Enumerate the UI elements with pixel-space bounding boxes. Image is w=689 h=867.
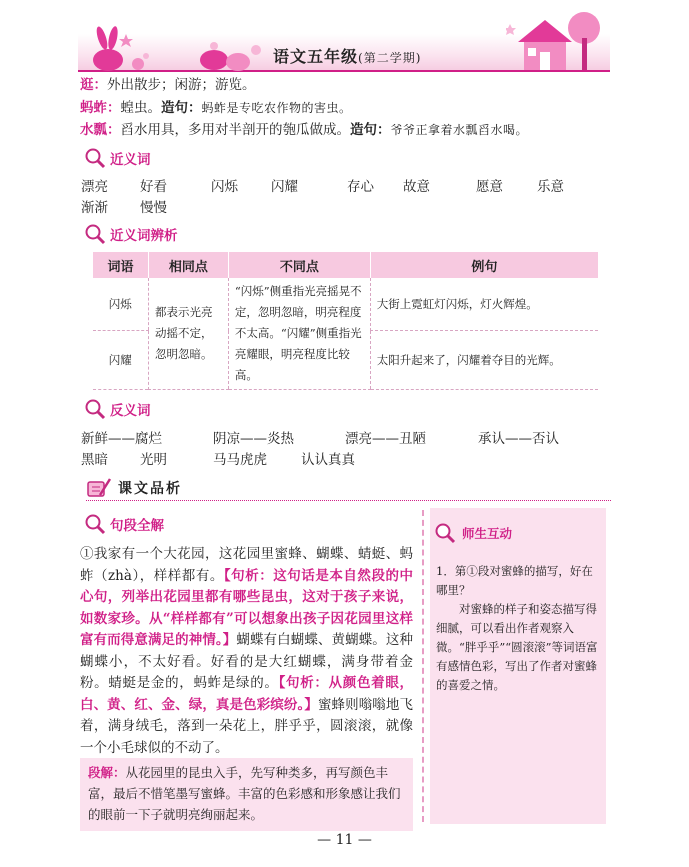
table-cell-word: 闪烁 — [93, 278, 149, 331]
synonym-word: 故意 — [403, 179, 430, 195]
magnifier-icon — [84, 513, 106, 535]
interaction-text — [436, 562, 602, 695]
page-number: — 11 — — [317, 832, 372, 848]
table-header-row — [93, 252, 599, 278]
synonym-word: 闪烁 — [211, 179, 238, 195]
paragraph-text: ①我家有一个大花园，这花园里蜜蜂、蝴蝶、蜻蜓、蚂蚱（zhà），样样都有。 — [80, 546, 413, 584]
table-cell-word: 闪耀 — [93, 331, 149, 390]
analysis-heading — [84, 222, 178, 246]
section-label: 师生互动 — [462, 526, 513, 541]
zaoju-label: 造句： — [350, 122, 391, 138]
book-pen-icon — [86, 477, 112, 499]
column-header: 不同点 — [228, 252, 370, 278]
vocab-meaning: 蝗虫。 — [120, 100, 161, 116]
vocab-meaning: 舀水用具，多用对半剖开的匏瓜做成。 — [120, 122, 350, 138]
kwpf-label: 课文品析 — [118, 481, 182, 497]
vocab-line — [80, 75, 256, 95]
zaoju-sentence: 蚂蚱是专吃农作物的害虫。 — [201, 101, 352, 115]
magnifier-icon — [84, 223, 106, 245]
vocab-line — [80, 120, 528, 140]
synonyms-heading — [84, 146, 151, 170]
column-divider — [422, 510, 424, 822]
zaoju-label: 造句： — [161, 100, 202, 116]
magnifier-icon — [84, 147, 106, 169]
vocab-term: 蚂蚱： — [80, 100, 121, 116]
vocab-meaning: 外出散步；闲游；游览。 — [107, 77, 256, 93]
table-cell-diff: “闪烁”侧重指光亮摇晃不定，忽明忽暗，明亮程度不太高。“闪耀”侧重指光亮耀眼，明亮程度比较高。 — [228, 278, 370, 390]
summary-label: 段解： — [88, 765, 126, 780]
section-label: 近义词辨析 — [110, 228, 178, 244]
jdqj-heading — [84, 512, 164, 536]
synonym-word: 好看 — [140, 179, 167, 195]
antonym-word: 马马虎虎 — [213, 452, 267, 468]
column-header: 词语 — [93, 252, 149, 278]
flower-decoration-icon — [196, 38, 266, 74]
antonym-pair: 新鲜——腐烂 — [81, 431, 162, 447]
magnifier-icon — [434, 522, 456, 544]
interaction-box — [430, 508, 606, 824]
vocab-term: 水瓢： — [80, 122, 121, 138]
synonym-word: 乐意 — [537, 179, 564, 195]
synonym-word: 闪耀 — [271, 179, 298, 195]
header-title — [273, 44, 421, 67]
synonym-word: 愿意 — [476, 179, 503, 195]
antonym-pair: 承认——否认 — [478, 431, 559, 447]
interaction-answer: 对蜜蜂的样子和姿态描写得细腻，可以看出作者观察入微。“胖乎乎”“圆滚滚”等词语富有感情色彩，写出了作者对蜜蜂的喜爱之情。 — [436, 602, 598, 692]
antonym-pair: 阴凉——炎热 — [213, 431, 294, 447]
zaoju-sentence: 爷爷正拿着水瓢舀水喝。 — [390, 123, 529, 137]
table-cell-same: 都表示光亮动摇不定，忽明忽暗。 — [148, 278, 228, 390]
sentence-analysis: 【句析：从颜色着眼，白、黄、红、金、绿，真是色彩缤纷。】 — [80, 675, 414, 713]
vocab-line — [80, 98, 352, 118]
paragraph-summary — [80, 758, 413, 831]
text-paragraph — [80, 544, 413, 759]
page-header — [78, 10, 610, 74]
antonym-word: 黑暗 — [81, 452, 108, 468]
paragraph-text: 蝴蝶有白蝴蝶、黄蝴蝶。这种蝴蝶小，不太好看。好看的是大红蝴蝶，满身带着金粉。蜻蜓是金的，蚂蚱是绿的。 — [80, 632, 413, 691]
header-title-text: 语文五年级 — [273, 47, 359, 66]
synonym-analysis-table — [92, 252, 598, 390]
paragraph-text: 蜜蜂则嗡嗡地飞着，满身绒毛，落到一朵花上，胖乎乎，圆滚滚，就像一个小毛球似的不动了。 — [80, 696, 413, 756]
divider — [86, 500, 611, 501]
house-decoration-icon — [506, 10, 610, 72]
interaction-heading — [434, 522, 512, 544]
sentence-analysis: 【句析：这句话是本自然段的中心句，列举出花园里都有哪些昆虫，这对于孩子来说，如数家珍。从“样样都有”可以想象出孩子因花园里这样富有而得意满足的神情。】 — [80, 567, 414, 648]
kwpf-heading — [86, 477, 182, 499]
table-row — [93, 278, 599, 331]
synonym-word: 漂亮 — [81, 179, 108, 195]
interaction-question: 1．第①段对蜜蜂的描写，好在哪里？ — [436, 564, 593, 597]
antonym-word: 认认真真 — [301, 452, 355, 468]
summary-text: 从花园里的昆虫入手，先写种类多，再写颜色丰富，最后不惜笔墨写蜜蜂。丰富的色彩感和形象感让我们的眼前一下子就明亮绚丽起来。 — [88, 765, 401, 822]
rabbit-decoration-icon — [86, 26, 156, 76]
vocab-term: 逛： — [80, 77, 107, 93]
synonym-word: 渐渐 — [81, 200, 108, 216]
section-label: 近义词 — [110, 152, 151, 168]
table-cell-example: 大街上霓虹灯闪烁，灯火辉煌。 — [370, 278, 598, 331]
synonym-word: 存心 — [347, 179, 374, 195]
magnifier-icon — [84, 398, 106, 420]
table-cell-example: 太阳升起来了，闪耀着夺目的光辉。 — [370, 331, 598, 390]
antonyms-heading — [84, 397, 151, 421]
section-label: 反义词 — [110, 403, 151, 419]
column-header: 相同点 — [148, 252, 228, 278]
antonym-word: 光明 — [140, 452, 167, 468]
synonym-word: 慢慢 — [140, 200, 167, 216]
section-label: 句段全解 — [110, 518, 164, 534]
antonym-pair: 漂亮——丑陋 — [345, 431, 426, 447]
column-header: 例句 — [370, 252, 598, 278]
header-subtitle: (第二学期) — [358, 51, 422, 65]
